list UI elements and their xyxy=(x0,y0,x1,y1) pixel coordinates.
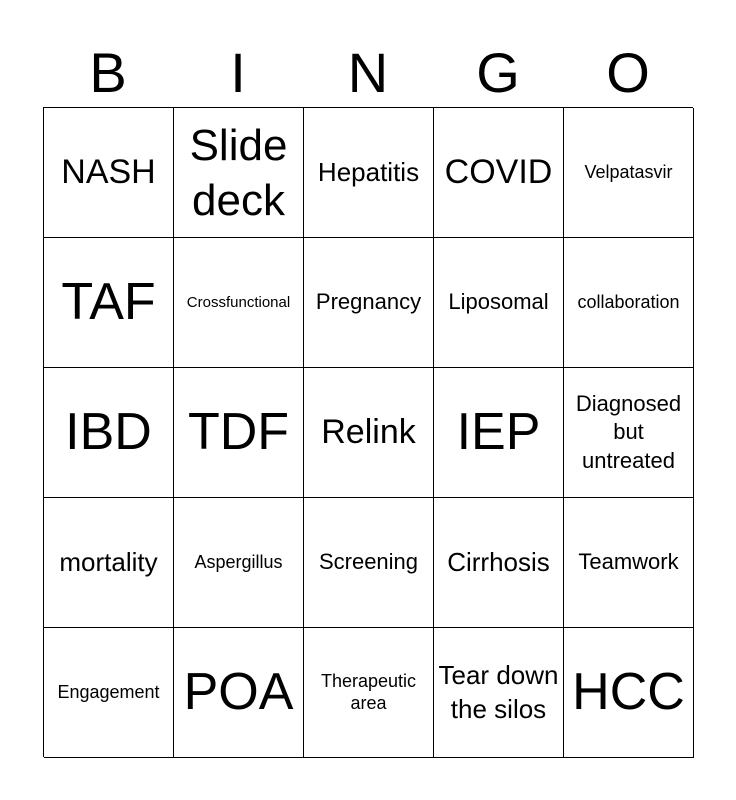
bingo-header xyxy=(43,40,693,106)
cell-text: COVID xyxy=(444,153,553,192)
cell-text: IEP xyxy=(456,403,541,462)
cell-text: TDF xyxy=(187,403,290,462)
cell-text: Velpatasvir xyxy=(584,161,673,182)
bingo-cell[interactable] xyxy=(564,628,694,758)
bingo-cell[interactable] xyxy=(434,108,564,238)
cell-text: Aspergillus xyxy=(194,551,283,572)
cell-text: Teamwork xyxy=(578,549,679,575)
cell-text: Relink xyxy=(321,413,416,452)
bingo-cell[interactable] xyxy=(44,628,174,758)
bingo-cell[interactable] xyxy=(564,108,694,238)
bingo-cell[interactable] xyxy=(174,108,304,238)
bingo-cell[interactable] xyxy=(44,498,174,628)
cell-text: Pregnancy xyxy=(315,289,422,315)
bingo-cell[interactable] xyxy=(44,108,174,238)
bingo-cell[interactable] xyxy=(304,498,434,628)
cell-text: Hepatitis xyxy=(317,156,420,187)
cell-text: Therapeutic area xyxy=(320,670,417,713)
cell-text: Slide deck xyxy=(189,120,288,225)
cell-text: Liposomal xyxy=(448,289,549,315)
bingo-cell[interactable] xyxy=(304,108,434,238)
bingo-cell[interactable] xyxy=(564,498,694,628)
bingo-cell[interactable] xyxy=(564,368,694,498)
cell-text: Crossfunctional xyxy=(186,293,291,311)
cell-text: Tear down the silos xyxy=(438,659,559,724)
bingo-cell[interactable] xyxy=(434,238,564,368)
bingo-cell[interactable] xyxy=(174,238,304,368)
cell-text: Diagnosed but untreated xyxy=(575,390,682,473)
cell-text: Cirrhosis xyxy=(447,546,550,577)
header-letter-b: B xyxy=(89,41,127,104)
bingo-cell[interactable] xyxy=(304,368,434,498)
bingo-cell[interactable] xyxy=(44,238,174,368)
cell-text: HCC xyxy=(572,663,685,722)
bingo-cell[interactable] xyxy=(304,628,434,758)
header-letter-n: N xyxy=(347,41,389,104)
bingo-cell[interactable] xyxy=(174,628,304,758)
bingo-cell[interactable] xyxy=(304,238,434,368)
bingo-cell[interactable] xyxy=(174,368,304,498)
bingo-cell[interactable] xyxy=(434,368,564,498)
bingo-cell[interactable] xyxy=(174,498,304,628)
cell-text: POA xyxy=(183,663,294,722)
bingo-board xyxy=(43,107,693,757)
cell-text: collaboration xyxy=(577,291,680,312)
cell-text: IBD xyxy=(65,403,152,462)
bingo-cell[interactable] xyxy=(44,368,174,498)
cell-text: Engagement xyxy=(57,681,160,702)
header-letter-i: I xyxy=(230,41,246,104)
bingo-cell[interactable] xyxy=(434,628,564,758)
bingo-cell[interactable] xyxy=(434,498,564,628)
cell-text: mortality xyxy=(59,546,158,577)
header-letter-g: G xyxy=(476,41,520,104)
cell-text: NASH xyxy=(61,153,156,192)
header-letter-o: O xyxy=(606,41,650,104)
bingo-cell[interactable] xyxy=(564,238,694,368)
cell-text: TAF xyxy=(61,273,156,332)
cell-text: Screening xyxy=(318,549,419,575)
